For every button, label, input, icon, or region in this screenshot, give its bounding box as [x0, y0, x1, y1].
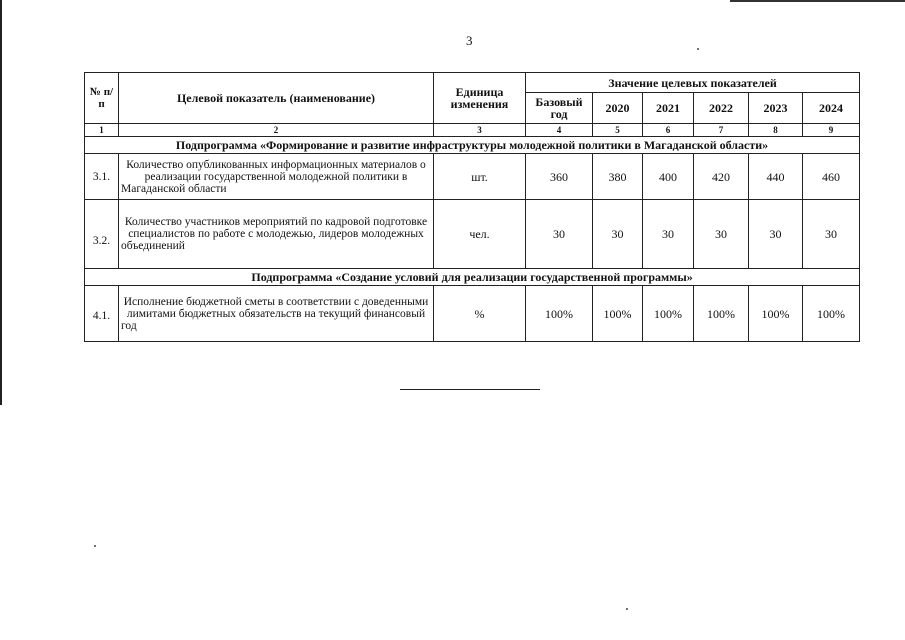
base-value: 30 — [526, 200, 593, 269]
header-indicator-name: Целевой показатель (наименование) — [119, 73, 434, 124]
year-value: 380 — [593, 154, 643, 200]
scan-speck — [94, 545, 96, 547]
column-index: 6 — [643, 124, 694, 137]
indicator-unit: % — [434, 286, 526, 342]
column-index: 9 — [803, 124, 860, 137]
header-year: 2024 — [803, 93, 860, 124]
column-index: 1 — [85, 124, 119, 137]
column-index: 8 — [749, 124, 803, 137]
section-title: Подпрограмма «Формирование и развитие инфраструктуры молодежной политики в Магаданской области» — [85, 137, 860, 154]
top-margin-rule — [730, 0, 905, 2]
year-value: 400 — [643, 154, 694, 200]
year-value: 420 — [694, 154, 749, 200]
indicator-name: Исполнение бюджетной сметы в соответствии с доведенными лимитами бюджетных обязательств на текущий финансовый год — [119, 286, 434, 342]
header-year: 2021 — [643, 93, 694, 124]
row-number: 3.2. — [85, 200, 119, 269]
row-number: 3.1. — [85, 154, 119, 200]
column-index-row — [85, 124, 860, 137]
header-number: № п/п — [85, 73, 119, 124]
scan-speck — [697, 48, 699, 50]
year-value: 100% — [643, 286, 694, 342]
header-year: 2022 — [694, 93, 749, 124]
indicator-name: Количество участников мероприятий по кадровой подготовке специалистов по работе с молодежью, лидеров молодежных объединений — [119, 200, 434, 269]
indicator-unit: шт. — [434, 154, 526, 200]
year-value: 100% — [593, 286, 643, 342]
year-value: 100% — [694, 286, 749, 342]
column-index: 4 — [526, 124, 593, 137]
base-value: 360 — [526, 154, 593, 200]
year-value: 30 — [643, 200, 694, 269]
year-value: 460 — [803, 154, 860, 200]
base-value: 100% — [526, 286, 593, 342]
year-value: 30 — [803, 200, 860, 269]
year-value: 30 — [593, 200, 643, 269]
header-unit: Единица изменения — [434, 73, 526, 124]
section-row — [85, 269, 860, 286]
page-number: 3 — [466, 33, 473, 48]
section-title: Подпрограмма «Создание условий для реализации государственной программы» — [85, 269, 860, 286]
year-value: 100% — [749, 286, 803, 342]
table-row — [85, 154, 860, 200]
column-index: 3 — [434, 124, 526, 137]
row-number: 4.1. — [85, 286, 119, 342]
header-year: 2023 — [749, 93, 803, 124]
year-value: 440 — [749, 154, 803, 200]
year-value: 100% — [803, 286, 860, 342]
year-value: 30 — [694, 200, 749, 269]
target-indicators-table — [84, 72, 860, 342]
end-of-document-line — [400, 389, 540, 390]
table-row — [85, 286, 860, 342]
left-margin-rule — [0, 0, 2, 405]
scan-speck — [626, 608, 628, 610]
column-index: 2 — [119, 124, 434, 137]
column-index: 7 — [694, 124, 749, 137]
indicator-name: Количество опубликованных информационных материалов о реализации государственной молодежной политики в Магаданской области — [119, 154, 434, 200]
year-value: 30 — [749, 200, 803, 269]
header-year: 2020 — [593, 93, 643, 124]
section-row — [85, 137, 860, 154]
header-row-top — [85, 73, 860, 93]
column-index: 5 — [593, 124, 643, 137]
indicator-unit: чел. — [434, 200, 526, 269]
header-base-year: Базовый год — [526, 93, 593, 124]
header-values-group: Значение целевых показателей — [526, 73, 860, 93]
table-row — [85, 200, 860, 269]
